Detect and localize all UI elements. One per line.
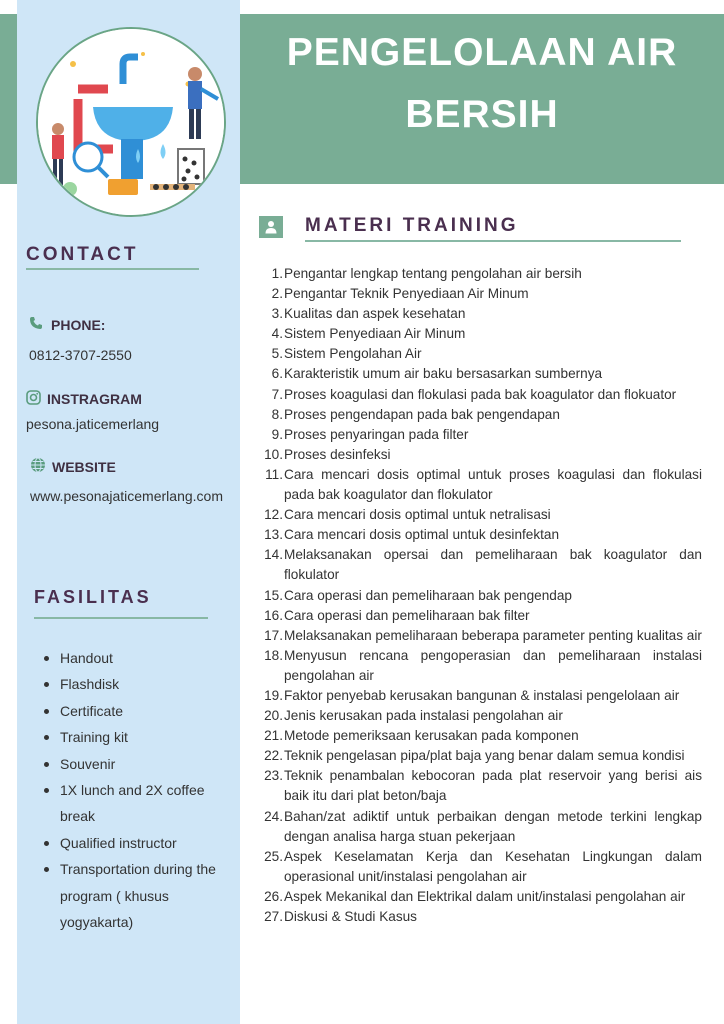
list-item (256, 264, 702, 284)
facilities-heading: FASILITAS (34, 587, 152, 607)
list-item-number: 26. (264, 888, 283, 904)
list-item-number: 24. (264, 808, 283, 824)
facilities-list (38, 645, 238, 935)
list-item (256, 586, 702, 606)
list-item (256, 606, 702, 626)
left-accent-band (0, 14, 17, 184)
list-item-text: Melaksanakan pemeliharaan beberapa parameter penting kualitas air (284, 627, 702, 643)
list-item (256, 425, 702, 445)
list-item-text: Jenis kerusakan pada instalasi pengolahan air (284, 708, 563, 724)
list-item (256, 304, 702, 324)
list-item-number: 23. (264, 768, 283, 784)
list-item-number: 15. (264, 587, 283, 603)
list-item (256, 887, 702, 907)
website-label: WEBSITE (52, 458, 116, 475)
list-item (256, 686, 702, 706)
list-item-number: 25. (264, 848, 283, 864)
list-item (256, 646, 702, 686)
list-item-text: Cara operasi dan pemeliharaan bak pengendap (284, 587, 572, 603)
list-item-text: Teknik penambalan kebocoran pada plat reservoir yang berisi ais baik itu dari plat beton/baja (284, 768, 702, 804)
instagram-label: INSTRAGRAM (47, 391, 142, 407)
instagram-value[interactable]: pesona.jaticemerlang (26, 416, 160, 432)
list-item-text: Sistem Pengolahan Air (284, 346, 422, 362)
list-item (256, 344, 702, 364)
list-item (256, 505, 702, 525)
list-item-number: 14. (264, 547, 283, 563)
list-item-number: 12. (264, 507, 283, 523)
list-item: Training kit (38, 724, 238, 750)
list-item (256, 847, 702, 887)
plumbing-illustration-art (38, 29, 224, 215)
list-item-text: Pengantar Teknik Penyediaan Air Minum (284, 286, 529, 302)
list-item-number: 2. (271, 286, 283, 302)
list-item-text: Cara mencari dosis optimal untuk desinfektan (284, 527, 560, 543)
list-item-number: 22. (264, 748, 283, 764)
contact-divider (26, 268, 199, 270)
list-item-number: 3. (271, 306, 283, 322)
list-item-text: Bahan/zat adiktif untuk perbaikan dengan metode terkini lengkap dengan analisa harga stuan pekerjaan (284, 808, 702, 844)
list-item-text: Cara mencari dosis optimal untuk proses koagulasi dan flokulasi pada bak koagulator dan flokulator (284, 466, 702, 503)
list-item-text: Menyusun rencana pengoperasian dan pemeliharaan instalasi pengolahan air (284, 647, 702, 683)
website-value[interactable]: www.pesonajaticemerlang.com (30, 488, 223, 504)
list-item-number: 18. (264, 647, 283, 663)
list-item-number: 1. (271, 266, 283, 281)
list-item-number: 16. (264, 607, 283, 623)
list-item-text: Kualitas dan aspek kesehatan (284, 306, 466, 322)
list-item-number: 13. (264, 527, 283, 543)
list-item-number: 6. (271, 366, 283, 382)
list-item-text: Diskusi & Studi Kasus (284, 909, 417, 924)
list-item: Souvenir (38, 751, 238, 777)
list-item (256, 284, 702, 304)
list-item: Certificate (38, 698, 238, 724)
list-item-number: 20. (264, 708, 283, 724)
list-item (256, 746, 702, 766)
list-item-text: Aspek Keselamatan Kerja dan Kesehatan Lingkungan dalam operasional unit/instalasi pengolahan air (284, 848, 702, 884)
list-item-text: Melaksanakan opersai dan pemeliharaan bak koagulator dan flokulator (284, 547, 702, 583)
list-item-text: Metode pemeriksaan kerusakan pada komponen (284, 728, 579, 744)
list-item (256, 545, 702, 585)
list-item (256, 445, 702, 465)
list-item-text: Proses pengendapan pada bak pengendapan (284, 406, 560, 422)
list-item (256, 626, 702, 646)
phone-label: PHONE: (51, 316, 106, 333)
list-item (256, 324, 702, 344)
list-item (256, 807, 702, 847)
list-item-number: 17. (264, 627, 283, 643)
list-item-text: Teknik pengelasan pipa/plat baja yang benar dalam semua kondisi (284, 748, 685, 764)
list-item (256, 726, 702, 746)
list-item-number: 9. (271, 426, 283, 442)
phone-icon (29, 316, 43, 333)
page-title (240, 22, 724, 146)
list-item-text: Sistem Penyediaan Air Minum (284, 326, 466, 342)
list-item-number: 5. (271, 346, 283, 362)
list-item: Flashdisk (38, 671, 238, 697)
list-item-text: Proses koagulasi dan flokulasi pada bak koagulator dan flokuator (284, 386, 677, 402)
materi-divider (305, 240, 681, 242)
instagram-icon (26, 390, 41, 408)
list-item-text: Proses penyaringan pada filter (284, 426, 469, 442)
phone-label-row (29, 316, 105, 333)
list-item (256, 525, 702, 545)
list-item: 1X lunch and 2X coffee break (38, 777, 238, 830)
list-item (256, 766, 702, 806)
phone-value[interactable]: 0812-3707-2550 (29, 347, 132, 363)
list-item-number: 8. (271, 406, 283, 422)
list-item-text: Proses desinfeksi (284, 446, 391, 462)
instagram-label-row (26, 390, 142, 408)
list-item (256, 907, 702, 927)
title-line-1: PENGELOLAAN AIR (286, 31, 678, 74)
list-item-number: 19. (264, 687, 283, 703)
materi-heading: MATERI TRAINING (305, 215, 519, 236)
list-item-number: 21. (264, 728, 283, 744)
list-item (256, 364, 702, 384)
title-line-2: BERSIH (405, 93, 559, 136)
list-item-text: Aspek Mekanikal dan Elektrikal dalam unit/instalasi pengolahan air (284, 888, 686, 904)
materi-list (256, 264, 702, 927)
person-icon (259, 216, 283, 238)
website-label-row (30, 457, 116, 476)
list-item: Handout (38, 645, 238, 671)
list-item: Qualified instructor (38, 830, 238, 856)
list-item-text: Cara operasi dan pemeliharaan bak filter (284, 607, 530, 623)
facilities-divider (34, 617, 208, 619)
list-item-text: Cara mencari dosis optimal untuk netralisasi (284, 507, 551, 523)
list-item (256, 465, 702, 505)
list-item-number: 11. (265, 466, 283, 482)
list-item-number: 7. (271, 386, 283, 402)
list-item-number: 4. (271, 326, 283, 342)
list-item (256, 706, 702, 726)
contact-heading: CONTACT (26, 244, 139, 265)
list-item (256, 385, 702, 405)
list-item (256, 405, 702, 425)
list-item-text: Faktor penyebab kerusakan bangunan & instalasi pengelolaan air (284, 687, 680, 703)
list-item-number: 10. (264, 446, 283, 462)
list-item-text: Karakteristik umum air baku bersasarkan sumbernya (284, 366, 603, 382)
list-item-number: 27. (264, 909, 283, 924)
plumbing-illustration (36, 27, 226, 217)
list-item: Transportation during the program ( khusus yogyakarta) (38, 856, 238, 935)
list-item-text: Pengantar lengkap tentang pengolahan air bersih (284, 266, 582, 281)
globe-icon (30, 457, 46, 476)
